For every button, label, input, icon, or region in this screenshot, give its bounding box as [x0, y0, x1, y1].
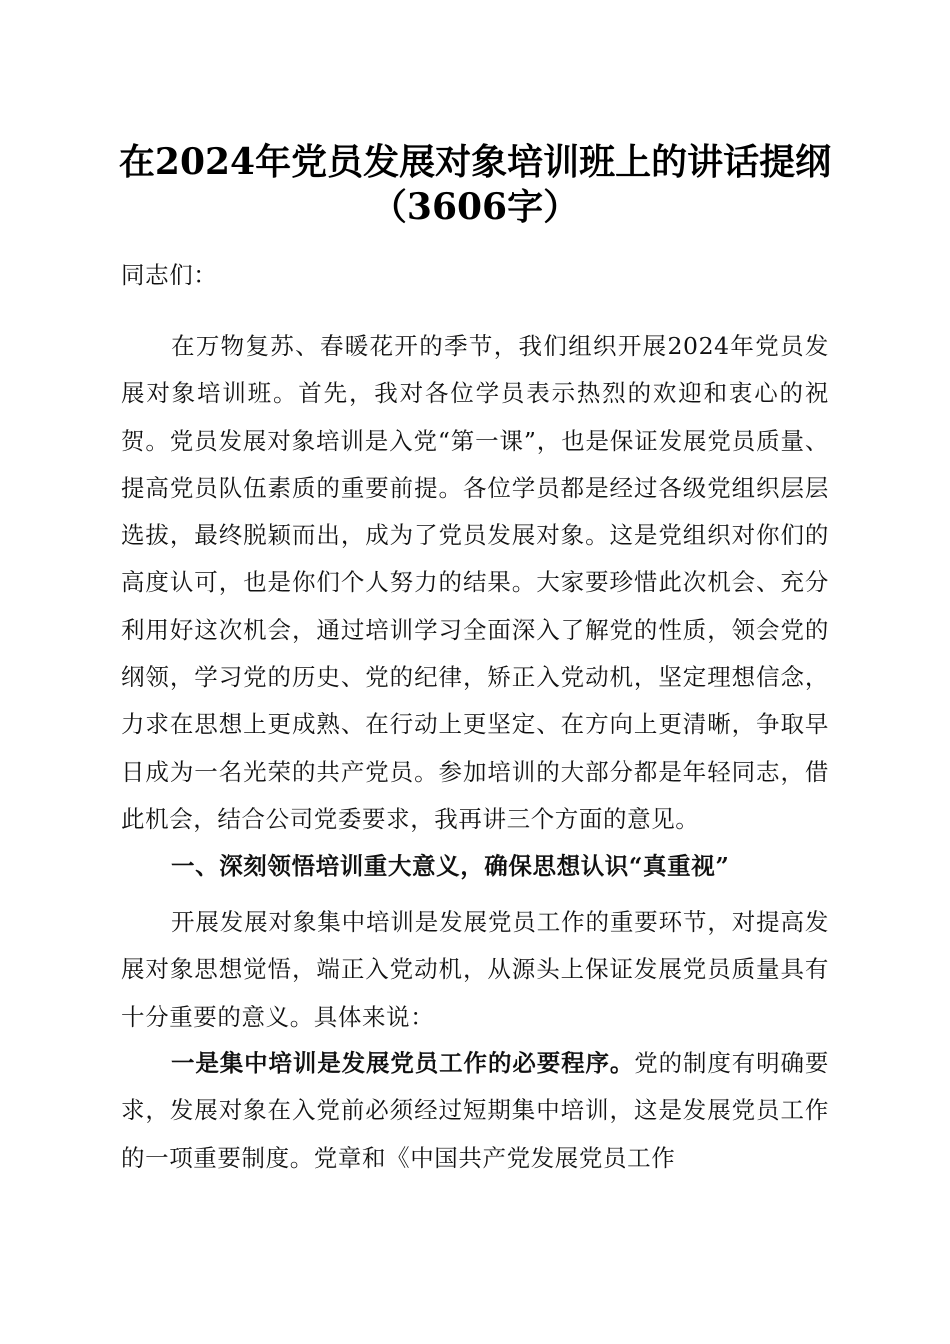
paragraph-section-1-intro: 开展发展对象集中培训是发展党员工作的重要环节，对提高发展对象思想觉悟，端正入党动机，从源头上保证发展党员质量具有十分重要的意义。具体来说：: [121, 908, 829, 1031]
paragraph-point-1-lead: 一是集中培训是发展党员工作的必要程序。: [171, 1049, 635, 1077]
salutation: 同志们：: [121, 261, 218, 289]
document-title: 在2024年党员发展对象培训班上的讲话提纲: [118, 141, 832, 183]
paragraph-intro: 在万物复苏、春暖花开的季节，我们组织开展2024年党员发展对象培训班。首先，我对各位学员表示热烈的欢迎和衷心的祝贺。党员发展对象培训是入党“第一课”，也是保证发展党员质量、提高党员队伍素质的重要前提。各位学员都是经过各级党组织层层选拔，最终脱颖而出，成为了党员发展对象。这是党组织对你们的高度认可，也是你们个人努力的结果。大家要珍惜此次机会、充分利用好这次机会，通过培训学习全面深入了解党的性质，领会党的纲领，学习党的历史、党的纪律，矫正入党动机，坚定理想信念，力求在思想上更成熟、在行动上更坚定、在方向上更清晰，争取早日成为一名光荣的共产党员。参加培训的大部分都是年轻同志，借此机会，结合公司党委要求，我再讲三个方面的意见。: [121, 332, 829, 833]
paragraph-point-1-text: 党的制度有明确要求，发展对象在入党前必须经过短期集中培训，这是发展党员工作的一项重要制度。党章和《中国共产党发展党员工作: [121, 1049, 829, 1172]
paragraph-point-1: [121, 1040, 829, 1182]
section-heading-1: 一、深刻领悟培训重大意义，确保思想认识“真重视”: [171, 852, 730, 880]
document-title-word-count: （3606字）: [370, 186, 580, 228]
